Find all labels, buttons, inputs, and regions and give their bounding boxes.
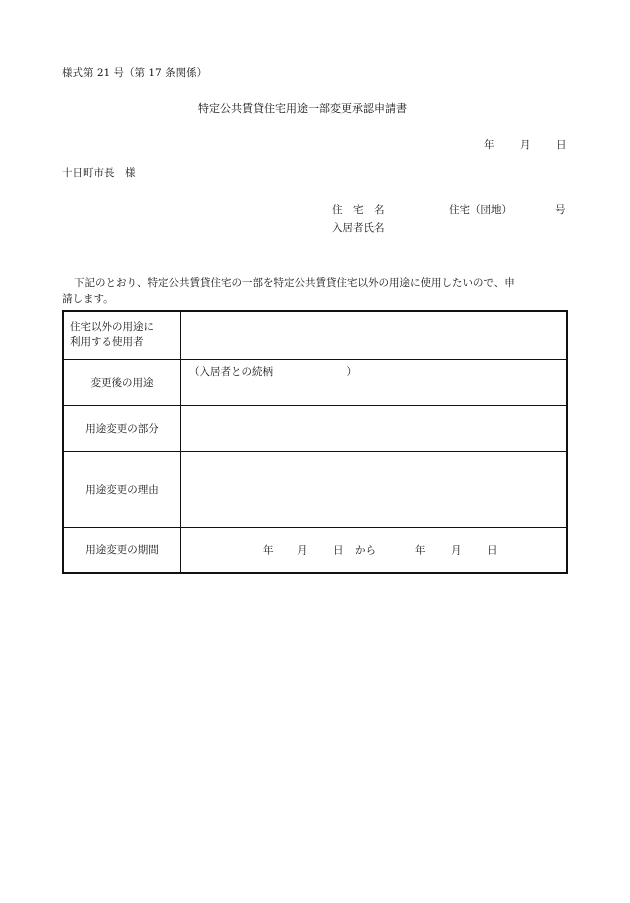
table-row xyxy=(63,527,567,573)
user-label-line1: 住宅以外の用途に xyxy=(70,321,154,333)
relation-note: （入居者との続柄 ） xyxy=(189,366,357,379)
table-row xyxy=(63,311,567,359)
table-row xyxy=(63,405,567,451)
period-label: 用途変更の期間 xyxy=(63,527,181,573)
body-text-line1: 下記のとおり、特定公共賃貸住宅の一部を特定公共賃貸住宅以外の用途に使用したいので、申 xyxy=(74,277,515,289)
period-month-end: 月 xyxy=(451,544,462,557)
period-from: から xyxy=(355,544,376,557)
period-day-start: 日 xyxy=(333,544,344,557)
date-day: 日 xyxy=(556,139,567,151)
date-month: 月 xyxy=(520,139,531,151)
application-table xyxy=(62,310,568,574)
document-title: 特定公共賃貸住宅用途一部変更承認申請書 xyxy=(198,102,407,115)
reason-label: 用途変更の理由 xyxy=(63,451,181,527)
period-year-start: 年 xyxy=(263,544,274,557)
period-year-end: 年 xyxy=(415,544,426,557)
form-number: 様式第 21 号（第 17 条関係） xyxy=(62,67,208,79)
user-value-cell[interactable] xyxy=(181,311,568,379)
changed-part-value-cell[interactable] xyxy=(181,405,568,451)
changed-part-label: 用途変更の部分 xyxy=(63,405,181,451)
user-label-line2: 利用する使用者 xyxy=(70,336,144,348)
house-type-label: 住宅（団地） xyxy=(449,204,512,216)
new-use-label: 変更後の用途 xyxy=(63,359,181,405)
period-day-end: 日 xyxy=(487,544,498,557)
user-label-cell xyxy=(63,311,181,359)
number-label: 号 xyxy=(555,204,566,216)
date-year: 年 xyxy=(484,139,495,151)
period-value-cell[interactable] xyxy=(181,527,568,573)
period-month-start: 月 xyxy=(297,544,308,557)
house-name-label: 住 宅 名 xyxy=(332,204,385,216)
reason-value-cell[interactable] xyxy=(181,451,568,527)
addressee: 十日町市長 様 xyxy=(62,167,136,179)
tenant-name-label: 入居者氏名 xyxy=(332,222,385,234)
body-text-line2: 請します。 xyxy=(62,293,114,305)
table-row xyxy=(63,451,567,527)
